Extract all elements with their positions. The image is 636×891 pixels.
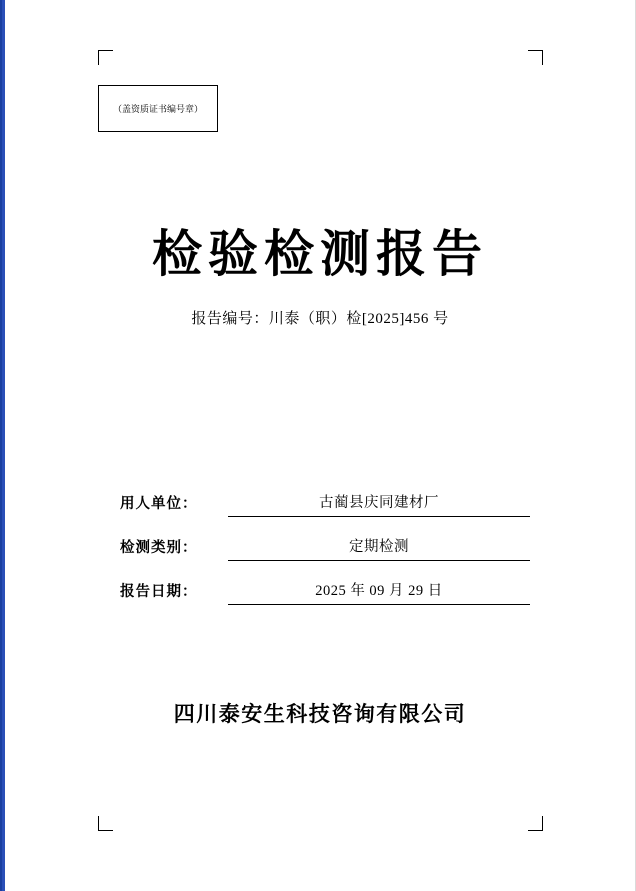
field-row-test-category bbox=[120, 517, 530, 561]
field-row-report-date bbox=[120, 561, 530, 605]
field-label-report-date: 报告日期： bbox=[120, 584, 198, 600]
field-label-test-category: 检测类别： bbox=[120, 540, 198, 556]
field-value-test-category: 定期检测 bbox=[228, 535, 530, 561]
company-name: 四川泰安生科技咨询有限公司 bbox=[173, 702, 467, 726]
field-list bbox=[120, 473, 530, 605]
page-title: 检验检测报告 bbox=[152, 226, 488, 282]
crop-mark-bottom-right bbox=[528, 816, 543, 831]
crop-mark-top-right bbox=[528, 50, 543, 65]
page-left-edge bbox=[2, 0, 5, 891]
crop-mark-top-left bbox=[98, 50, 113, 65]
seal-stamp-box bbox=[98, 85, 218, 132]
field-label-employer: 用人单位： bbox=[120, 496, 198, 512]
seal-note-text: （盖资质证书编号章） bbox=[112, 104, 203, 114]
report-number: 报告编号：川泰（职）检[2025]456 号 bbox=[191, 311, 449, 327]
field-value-report-date: 2025 年 09 月 29 日 bbox=[228, 579, 530, 605]
crop-mark-bottom-left bbox=[98, 816, 113, 831]
field-row-employer bbox=[120, 473, 530, 517]
field-value-employer: 古蔺县庆同建材厂 bbox=[228, 491, 530, 517]
